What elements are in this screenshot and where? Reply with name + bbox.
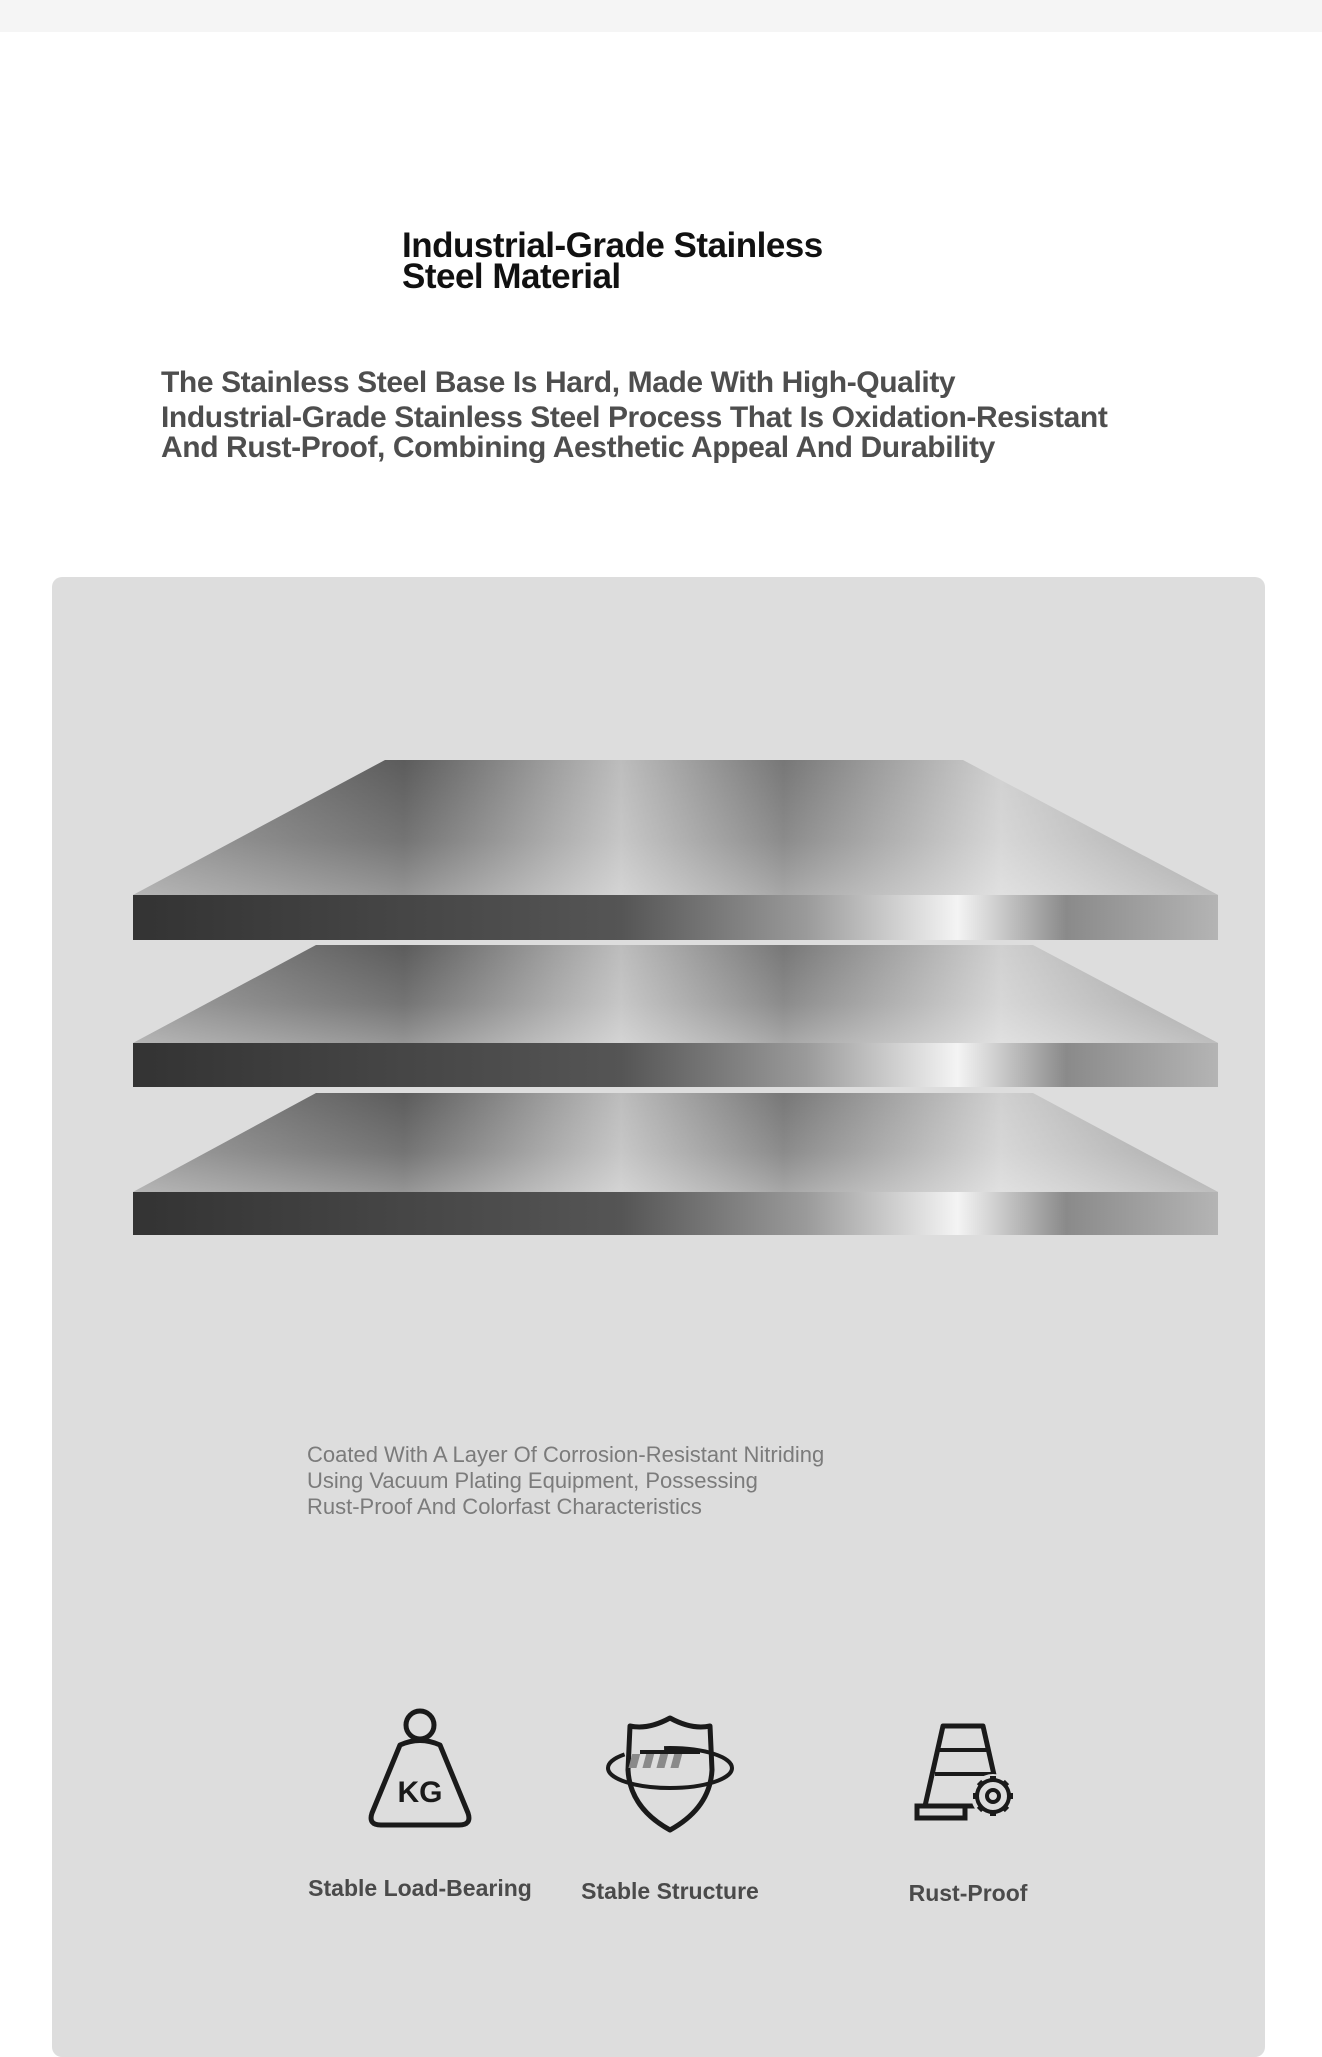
description bbox=[161, 368, 1201, 463]
description-line-3: And Rust-Proof, Combining Aesthetic Appeal And Durability bbox=[161, 431, 995, 464]
coating-line-3: Rust-Proof And Colorfast Characteristics bbox=[307, 1494, 702, 1519]
coating-line-1: Coated With A Layer Of Corrosion-Resistant Nitriding bbox=[307, 1442, 825, 1467]
coating-description bbox=[307, 1442, 947, 1520]
title-line-1: Industrial-Grade Stainless bbox=[402, 226, 823, 265]
kettlebell-kg-icon bbox=[355, 1705, 485, 1835]
feature-label-structure: Stable Structure bbox=[581, 1878, 759, 1904]
feature-load-bearing bbox=[290, 1700, 550, 1920]
cone-gear-icon bbox=[903, 1718, 1033, 1838]
feature-structure bbox=[540, 1700, 800, 1920]
page-title bbox=[402, 226, 962, 296]
coating-line-2: Using Vacuum Plating Equipment, Possessing bbox=[307, 1468, 758, 1493]
description-line-2: Industrial-Grade Stainless Steel Process That Is Oxidation-Resistant bbox=[161, 401, 1108, 434]
kg-icon-text: KG bbox=[397, 1776, 443, 1809]
title-line-2: Steel Material bbox=[402, 257, 621, 296]
steel-plate-middle bbox=[133, 945, 1218, 1087]
shield-icon bbox=[600, 1710, 740, 1840]
description-line-1: The Stainless Steel Base Is Hard, Made With High-Quality bbox=[161, 366, 956, 399]
feature-rust-proof bbox=[838, 1700, 1098, 1920]
feature-label-load-bearing: Stable Load-Bearing bbox=[308, 1875, 532, 1901]
top-bar bbox=[0, 0, 1322, 32]
steel-plate-bottom bbox=[133, 1093, 1218, 1235]
steel-plates-image bbox=[130, 760, 1220, 1250]
steel-plate-top bbox=[133, 760, 1218, 940]
feature-label-rust-proof: Rust-Proof bbox=[908, 1880, 1028, 1906]
